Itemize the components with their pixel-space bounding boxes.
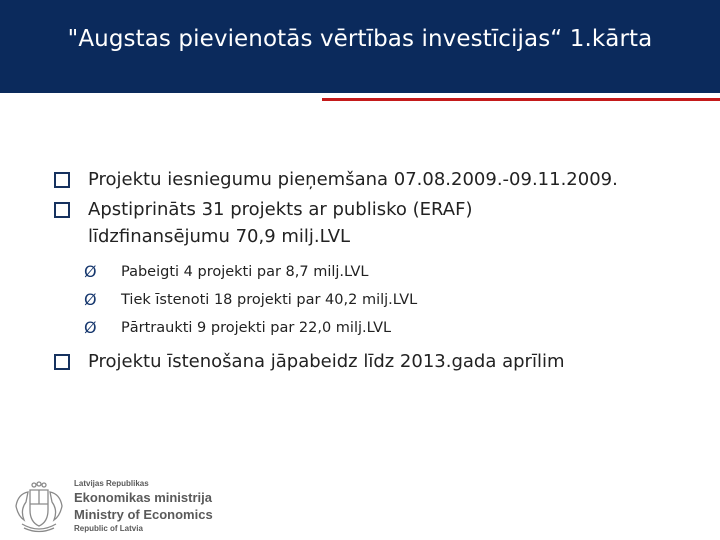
sub-bullet-item [48,258,688,286]
bullet-item [48,196,688,250]
slide-content [48,166,688,375]
bullet-text-line: līdzfinansējumu 70,9 milj.LVL [88,226,351,247]
title-bar [0,0,720,93]
arrow-bullet-icon: Ø [84,290,97,309]
square-bullet-icon [54,202,70,218]
logo-line-ministry-lv: Ekonomikas ministrija [74,490,212,505]
arrow-bullet-icon: Ø [84,262,97,281]
square-bullet-icon [54,354,70,370]
bullet-text-line: Apstiprināts 31 projekts ar publisko (ERAF) [88,199,473,220]
ministry-logo [8,478,238,538]
slide-title: "Augstas pievienotās vērtības investīcijas“ 1.kārta [67,26,653,52]
sub-bullet-list [48,258,688,342]
logo-text [74,478,213,534]
sub-bullet-text: Pabeigti 4 projekti par 8,7 milj.LVL [121,264,369,280]
square-bullet-icon [54,172,70,188]
bullet-item [48,166,688,193]
arrow-bullet-icon: Ø [84,318,97,337]
bullet-item [48,348,688,375]
bullet-text: Projektu īstenošana jāpabeidz līdz 2013.gada aprīlim [88,351,565,372]
logo-line-ministry-en: Ministry of Economics [74,507,213,522]
logo-line-republic-lv: Latvijas Republikas [74,479,149,488]
sub-bullet-text: Tiek īstenoti 18 projekti par 40,2 milj.LVL [121,292,418,308]
sub-bullet-text: Pārtraukti 9 projekti par 22,0 milj.LVL [121,320,392,336]
coat-of-arms-icon [10,480,68,536]
accent-line [322,98,720,101]
sub-bullet-item [48,314,688,342]
sub-bullet-item [48,286,688,314]
bullet-text: Projektu iesniegumu pieņemšana 07.08.2009.-09.11.2009. [88,169,618,190]
logo-line-republic-en: Republic of Latvia [74,524,143,533]
